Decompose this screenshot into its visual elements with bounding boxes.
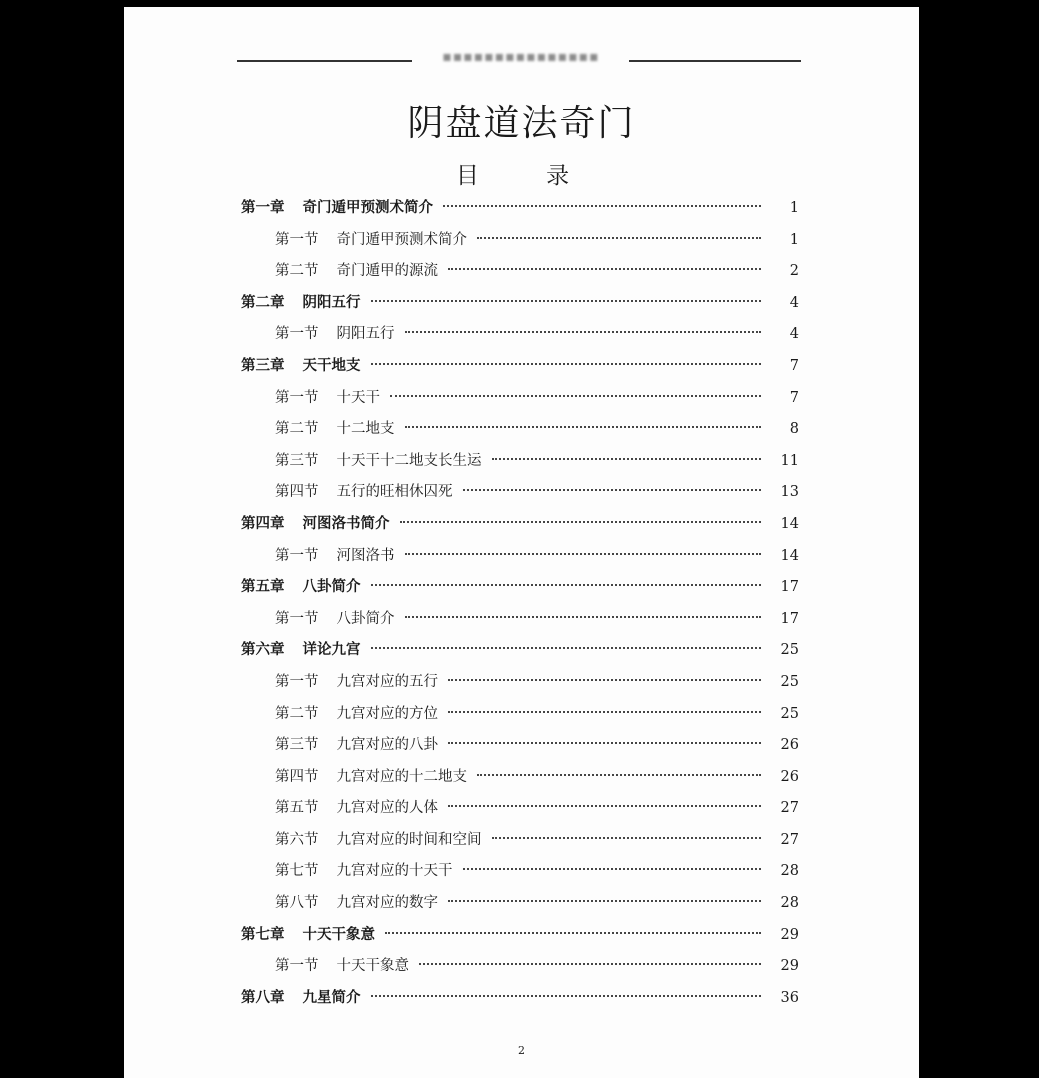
toc-entry-title: 九宫对应的十二地支 bbox=[336, 768, 467, 785]
dot-leader bbox=[371, 647, 762, 649]
toc-entry-number: 第一节 bbox=[275, 231, 319, 248]
toc-entry-title: 奇门遁甲预测术简介 bbox=[302, 200, 433, 216]
dot-leader bbox=[448, 900, 761, 902]
toc-section-entry bbox=[241, 541, 799, 573]
toc-entry-number: 第五章 bbox=[241, 579, 285, 596]
dot-leader bbox=[400, 521, 762, 523]
toc-entry-title: 九宫对应的八卦 bbox=[336, 737, 438, 754]
toc-entry-number: 第七节 bbox=[275, 863, 319, 880]
dot-leader bbox=[492, 458, 762, 460]
toc-entry-title: 九宫对应的十天干 bbox=[336, 863, 453, 880]
dot-leader bbox=[448, 711, 761, 713]
toc-section-entry bbox=[241, 825, 799, 857]
toc-section-entry bbox=[241, 667, 799, 699]
header-rule-right bbox=[629, 60, 801, 62]
toc-section-entry bbox=[241, 762, 799, 794]
book-title: 阴盘道法奇门 bbox=[407, 103, 636, 144]
toc-entry-number: 第六章 bbox=[241, 642, 285, 659]
toc-entry-page: 27 bbox=[780, 831, 799, 848]
toc-entry-page: 36 bbox=[780, 989, 799, 1006]
toc-entry-number: 第二章 bbox=[241, 294, 285, 311]
toc-entry-title: 十天干 bbox=[336, 389, 380, 406]
toc-entry-page: 14 bbox=[780, 515, 799, 532]
dot-leader bbox=[477, 237, 761, 239]
toc-entry-page: 25 bbox=[780, 673, 799, 690]
dot-leader bbox=[419, 963, 761, 965]
toc-section-entry bbox=[241, 225, 799, 257]
toc-entry-number: 第二节 bbox=[275, 705, 319, 722]
toc-entry-page: 4 bbox=[789, 294, 799, 311]
toc-entry-title: 十天干象意 bbox=[302, 926, 375, 943]
dot-leader bbox=[448, 679, 761, 681]
toc-entry-number: 第六节 bbox=[275, 831, 319, 848]
toc-entry-title: 九宫对应的人体 bbox=[336, 800, 438, 817]
toc-entry-page: 11 bbox=[780, 452, 799, 469]
toc-entry-page: 1 bbox=[789, 200, 799, 216]
toc-entry-page: 26 bbox=[780, 737, 799, 754]
toc-section-entry bbox=[241, 951, 799, 983]
toc-entry-page: 17 bbox=[780, 610, 799, 627]
dot-leader bbox=[448, 268, 761, 270]
dot-leader bbox=[385, 932, 761, 934]
toc-entry-title: 五行的旺相休囚死 bbox=[336, 484, 453, 501]
toc-entry-number: 第四章 bbox=[241, 515, 285, 532]
toc-section-entry bbox=[241, 383, 799, 415]
dot-leader bbox=[371, 300, 762, 302]
toc-section-entry bbox=[241, 856, 799, 888]
toc-entry-title: 八卦简介 bbox=[302, 579, 361, 596]
dot-leader bbox=[371, 995, 762, 997]
toc-entry-page: 7 bbox=[789, 389, 799, 406]
dot-leader bbox=[492, 837, 762, 839]
toc-entry-title: 详论九宫 bbox=[302, 642, 361, 659]
toc-entry-number: 第一章 bbox=[241, 200, 285, 216]
toc-entry-page: 27 bbox=[780, 800, 799, 817]
header-rule-left bbox=[237, 60, 412, 62]
dot-leader bbox=[405, 331, 762, 333]
toc-entry-page: 25 bbox=[780, 642, 799, 659]
toc-entry-page: 29 bbox=[780, 926, 799, 943]
toc-entry-title: 奇门遁甲的源流 bbox=[336, 263, 438, 280]
toc-entry-page: 13 bbox=[780, 484, 799, 501]
toc-entry-title: 十天干象意 bbox=[336, 958, 409, 975]
toc-entry-number: 第一节 bbox=[275, 326, 319, 343]
toc-entry-page: 2 bbox=[789, 263, 799, 280]
toc-entry-title: 天干地支 bbox=[302, 357, 361, 374]
toc-entry-number: 第八节 bbox=[275, 895, 319, 912]
toc-section-entry bbox=[241, 730, 799, 762]
toc-entry-title: 阴阳五行 bbox=[302, 294, 361, 311]
toc-entry-title: 九宫对应的方位 bbox=[336, 705, 438, 722]
document-page bbox=[124, 7, 919, 1078]
toc-entry-number: 第三节 bbox=[275, 737, 319, 754]
toc-entry-number: 第八章 bbox=[241, 989, 285, 1006]
toc-chapter-entry bbox=[241, 288, 799, 320]
dot-leader bbox=[371, 584, 762, 586]
toc-section-entry bbox=[241, 699, 799, 731]
toc-chapter-entry bbox=[241, 572, 799, 604]
dot-leader bbox=[390, 395, 761, 397]
toc-entry-page: 14 bbox=[780, 547, 799, 564]
toc-chapter-entry bbox=[241, 351, 799, 383]
toc-entry-number: 第七章 bbox=[241, 926, 285, 943]
toc-entry-title: 九宫对应的数字 bbox=[336, 895, 438, 912]
toc-entry-title: 奇门遁甲预测术简介 bbox=[336, 231, 467, 248]
toc-entry-number: 第三章 bbox=[241, 357, 285, 374]
table-of-contents bbox=[241, 193, 799, 1014]
toc-section-entry bbox=[241, 604, 799, 636]
toc-section-entry bbox=[241, 793, 799, 825]
toc-entry-title: 十二地支 bbox=[336, 421, 395, 438]
toc-entry-number: 第一节 bbox=[275, 389, 319, 406]
toc-chapter-entry bbox=[241, 983, 799, 1015]
dot-leader bbox=[405, 553, 762, 555]
toc-entry-number: 第五节 bbox=[275, 800, 319, 817]
toc-section-entry bbox=[241, 256, 799, 288]
dot-leader bbox=[405, 426, 762, 428]
toc-entry-number: 第一节 bbox=[275, 958, 319, 975]
dot-leader bbox=[463, 868, 762, 870]
toc-entry-title: 河图洛书 bbox=[336, 547, 395, 564]
toc-entry-number: 第二节 bbox=[275, 263, 319, 280]
dot-leader bbox=[371, 363, 762, 365]
dot-leader bbox=[405, 616, 762, 618]
dot-leader bbox=[463, 489, 762, 491]
toc-section-entry bbox=[241, 477, 799, 509]
dot-leader bbox=[448, 742, 761, 744]
toc-entry-title: 八卦简介 bbox=[336, 610, 395, 627]
running-header: ▪▪▪▪▪▪▪▪▪▪▪▪▪▪▪ bbox=[442, 49, 600, 65]
toc-heading: 目 录 bbox=[455, 163, 600, 189]
toc-chapter-entry bbox=[241, 193, 799, 225]
toc-entry-page: 8 bbox=[789, 421, 799, 438]
toc-section-entry bbox=[241, 414, 799, 446]
toc-entry-page: 4 bbox=[789, 326, 799, 343]
toc-chapter-entry bbox=[241, 920, 799, 952]
toc-entry-title: 九星简介 bbox=[302, 989, 361, 1006]
toc-entry-number: 第二节 bbox=[275, 421, 319, 438]
toc-entry-page: 25 bbox=[780, 705, 799, 722]
toc-entry-number: 第一节 bbox=[275, 547, 319, 564]
toc-entry-page: 29 bbox=[780, 958, 799, 975]
toc-section-entry bbox=[241, 888, 799, 920]
dot-leader bbox=[448, 805, 761, 807]
dot-leader bbox=[477, 774, 761, 776]
toc-entry-page: 7 bbox=[789, 357, 799, 374]
page-number: 2 bbox=[518, 1044, 525, 1057]
toc-section-entry bbox=[241, 446, 799, 478]
toc-entry-page: 17 bbox=[780, 579, 799, 596]
toc-entry-page: 28 bbox=[780, 895, 799, 912]
toc-entry-page: 28 bbox=[780, 863, 799, 880]
toc-entry-title: 阴阳五行 bbox=[336, 326, 395, 343]
toc-entry-number: 第三节 bbox=[275, 452, 319, 469]
dot-leader bbox=[443, 205, 761, 207]
toc-entry-title: 十天干十二地支长生运 bbox=[336, 452, 482, 469]
toc-chapter-entry bbox=[241, 635, 799, 667]
toc-entry-title: 河图洛书简介 bbox=[302, 515, 390, 532]
toc-entry-title: 九宫对应的时间和空间 bbox=[336, 831, 482, 848]
toc-entry-number: 第四节 bbox=[275, 484, 319, 501]
toc-entry-number: 第一节 bbox=[275, 673, 319, 690]
toc-entry-number: 第一节 bbox=[275, 610, 319, 627]
toc-entry-title: 九宫对应的五行 bbox=[336, 673, 438, 690]
toc-entry-page: 1 bbox=[789, 231, 799, 248]
toc-entry-page: 26 bbox=[780, 768, 799, 785]
toc-chapter-entry bbox=[241, 509, 799, 541]
toc-section-entry bbox=[241, 319, 799, 351]
toc-entry-number: 第四节 bbox=[275, 768, 319, 785]
